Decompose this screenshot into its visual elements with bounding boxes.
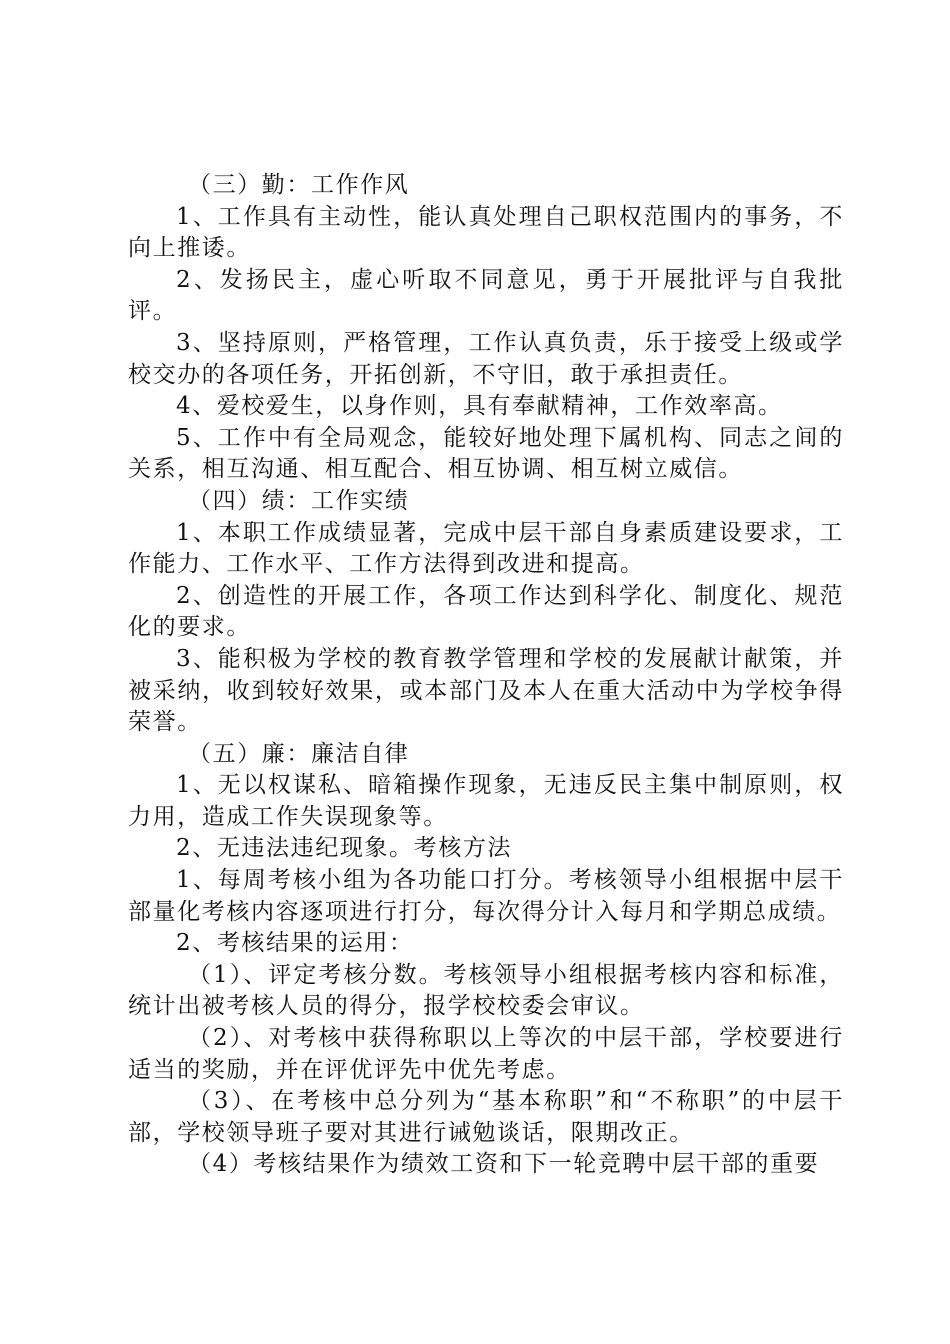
paragraph-item: 1、工作具有主动性，能认真处理自己职权范围内的事务，不向上推诿。: [128, 203, 844, 262]
section-heading-achievement: （四）绩：工作实绩: [188, 487, 410, 514]
paragraph-subitem: （4）考核结果作为绩效工资和下一轮竞聘中层干部的重要: [188, 1151, 820, 1178]
section-heading-diligence: （三）勤：工作作风: [188, 172, 410, 198]
paragraph-subitem: （3）、在考核中总分列为“基本称职”和“不称职”的中层干部，学校领导班子要对其进行诫勉谈话，限期改正。: [128, 1088, 844, 1146]
paragraph-item: 5、工作中有全局观念，能较好地处理下属机构、同志之间的关系，相互沟通、相互配合、相互协调、相互树立威信。: [128, 424, 844, 483]
paragraph-item: 3、坚持原则，严格管理，工作认真负责，乐于接受上级或学校交办的各项任务，开拓创新，不守旧，敢于承担责任。: [128, 329, 844, 388]
paragraph-item: 3、能积极为学校的教育教学管理和学校的发展献计献策，并被采纳，收到较好效果，或本部门及本人在重大活动中为学校争得荣誉。: [128, 645, 844, 736]
paragraph-subitem: （2）、对考核中获得称职以上等次的中层干部，学校要进行适当的奖励，并在评优评先中优先考虑。: [128, 1025, 844, 1083]
paragraph-item: 1、本职工作成绩显著，完成中层干部自身素质建设要求，工作能力、工作水平、工作方法得到改进和提高。: [128, 519, 844, 578]
paragraph-item: 2、发扬民主，虚心听取不同意见，勇于开展批评与自我批评。: [128, 266, 844, 325]
paragraph-subitem: （1）、评定考核分数。考核领导小组根据考核内容和标准，统计出被考核人员的得分，报学校校委会审议。: [128, 961, 844, 1020]
paragraph-item: 2、无违法违纪现象。考核方法: [176, 835, 513, 862]
paragraph-item: 4、爱校爱生，以身作则，具有奉献精神，工作效率高。: [176, 393, 783, 420]
paragraph-item: 1、每周考核小组为各功能口打分。考核领导小组根据中层干部量化考核内容逐项进行打分，每次得分计入每月和学期总成绩。: [128, 867, 844, 925]
paragraph-item: 1、无以权谋私、暗箱操作现象，无违反民主集中制原则，权力用，造成工作失误现象等。: [128, 772, 844, 830]
document-body: [128, 170, 844, 1181]
section-heading-integrity: （五）廉：廉洁自律: [188, 740, 410, 767]
paragraph-item: 2、创造性的开展工作，各项工作达到科学化、制度化、规范化的要求。: [128, 582, 844, 641]
paragraph-item: 2、考核结果的运用：: [176, 930, 414, 957]
